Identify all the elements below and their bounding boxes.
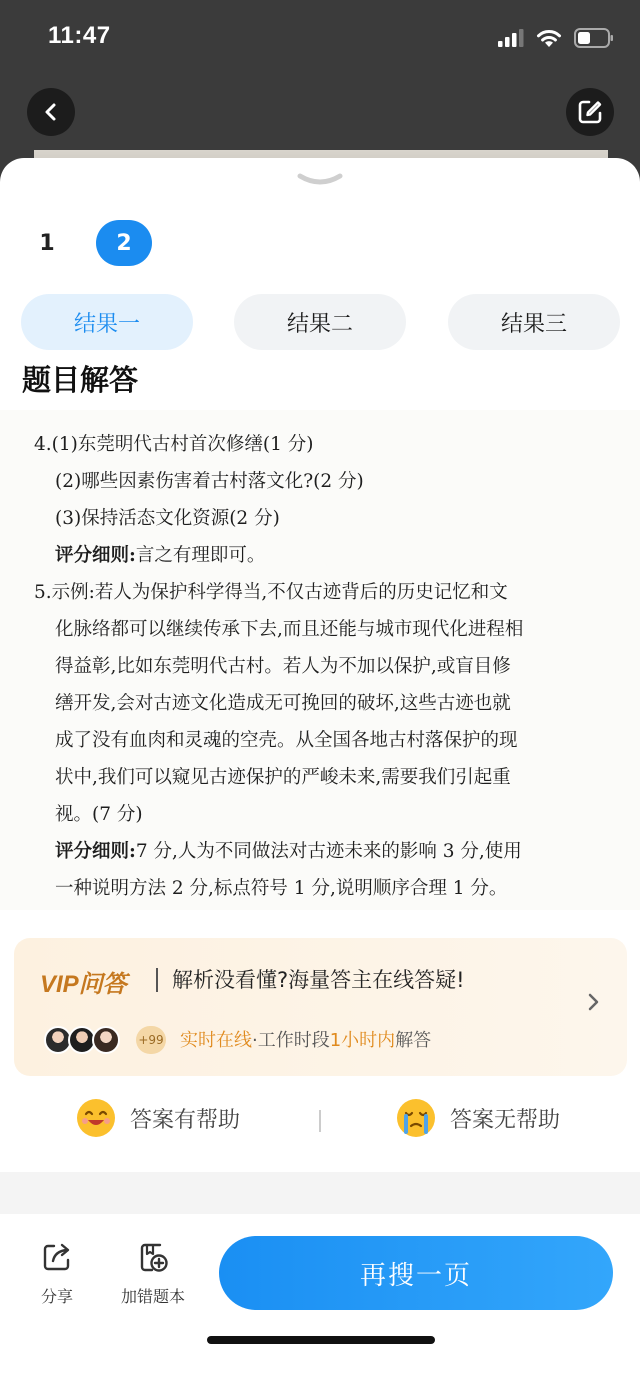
helpful-label: 答案有帮助 <box>130 1107 241 1133</box>
crying-face-icon <box>396 1098 436 1138</box>
share-button[interactable] <box>40 1240 74 1307</box>
response-time: 1小时内 <box>329 1030 396 1051</box>
unhelpful-label: 答案无帮助 <box>450 1107 561 1133</box>
answer-line: 成了没有血肉和灵魂的空壳。从全国各地古村落保护的现 <box>55 730 518 751</box>
back-button[interactable] <box>27 88 75 136</box>
add-wrong-book-button[interactable] <box>121 1240 185 1307</box>
scoring-label: 评分细则: <box>55 841 136 862</box>
chevron-right-icon <box>587 992 601 1012</box>
answer-line <box>55 837 522 863</box>
tab-result-2[interactable]: 结果二 <box>234 294 406 350</box>
answer-line <box>55 541 265 567</box>
share-icon <box>40 1240 74 1274</box>
home-indicator <box>207 1336 435 1344</box>
spacer-band <box>0 1172 640 1214</box>
vip-text: 解析没看懂?海量答主在线答疑! <box>172 968 465 992</box>
edit-button[interactable] <box>566 88 614 136</box>
tab-result-3[interactable]: 结果三 <box>448 294 620 350</box>
answer-line: 状中,我们可以窥见古迹保护的严峻未来,需要我们引起重 <box>55 767 511 788</box>
scoring-text: 言之有理即可。 <box>135 545 266 566</box>
answer-line: 5.示例:若人为保护科学得当,不仅古迹背后的历史记忆和文 <box>34 582 508 603</box>
answer-line: 视。(7 分) <box>55 804 143 825</box>
status-icons <box>498 28 614 48</box>
answer-sheet <box>0 158 640 1388</box>
helpful-button[interactable] <box>76 1098 240 1138</box>
section-title: 题目解答 <box>22 363 139 397</box>
page-tab-1[interactable]: 1 <box>39 230 55 256</box>
expert-avatars <box>44 1026 116 1054</box>
tab-result-1[interactable]: 结果一 <box>21 294 193 350</box>
wifi-icon <box>536 29 562 48</box>
add-notebook-icon <box>136 1240 170 1274</box>
vip-subtext <box>180 1026 431 1052</box>
chevron-left-icon <box>41 102 61 122</box>
answer-line: (2)哪些因素伤害着古村落文化?(2 分) <box>55 471 364 492</box>
scoring-label: 评分细则: <box>55 545 136 566</box>
answer-line: 一种说明方法 2 分,标点符号 1 分,说明顺序合理 1 分。 <box>55 878 508 899</box>
answer-line: 4.(1)东莞明代古村首次修缮(1 分) <box>34 434 314 455</box>
happy-face-icon <box>76 1098 116 1138</box>
page-tab-2[interactable]: 2 <box>96 220 152 266</box>
status-time: 11:47 <box>48 22 111 49</box>
edit-icon <box>577 99 603 125</box>
signal-icon <box>498 29 524 47</box>
add-wrong-book-label: 加错题本 <box>121 1287 186 1306</box>
sheet-handle-icon[interactable] <box>296 172 344 188</box>
vip-divider <box>156 968 158 992</box>
scoring-text: 7 分,人为不同做法对古迹未来的影响 3 分,使用 <box>135 841 522 862</box>
avatar <box>92 1026 120 1054</box>
search-again-button[interactable]: 再搜一页 <box>219 1236 613 1310</box>
answer-line: 化脉络都可以继续传承下去,而且还能与城市现代化进程相 <box>55 619 524 640</box>
top-bar <box>0 0 640 160</box>
battery-icon <box>574 28 614 48</box>
work-hours-label: ·工作时段 <box>252 1030 330 1051</box>
online-label: 实时在线 <box>180 1030 252 1051</box>
vip-qa-card[interactable] <box>14 938 627 1076</box>
answer-line: 缮开发,会对古迹文化造成无可挽回的破坏,这些古迹也就 <box>55 693 511 714</box>
feedback-divider <box>319 1110 321 1132</box>
answer-line: 得益彰,比如东莞明代古村。若人为不加以保护,或盲目修 <box>55 656 511 677</box>
unhelpful-button[interactable] <box>396 1098 560 1138</box>
answer-image <box>0 410 640 910</box>
answer-label: 解答 <box>395 1030 432 1051</box>
expert-count-badge: +99 <box>136 1026 166 1054</box>
bottom-action-bar <box>0 1214 640 1388</box>
answer-line: (3)保持活态文化资源(2 分) <box>55 508 280 529</box>
share-label: 分享 <box>40 1287 73 1306</box>
vip-logo: VIP问答 <box>40 971 127 998</box>
